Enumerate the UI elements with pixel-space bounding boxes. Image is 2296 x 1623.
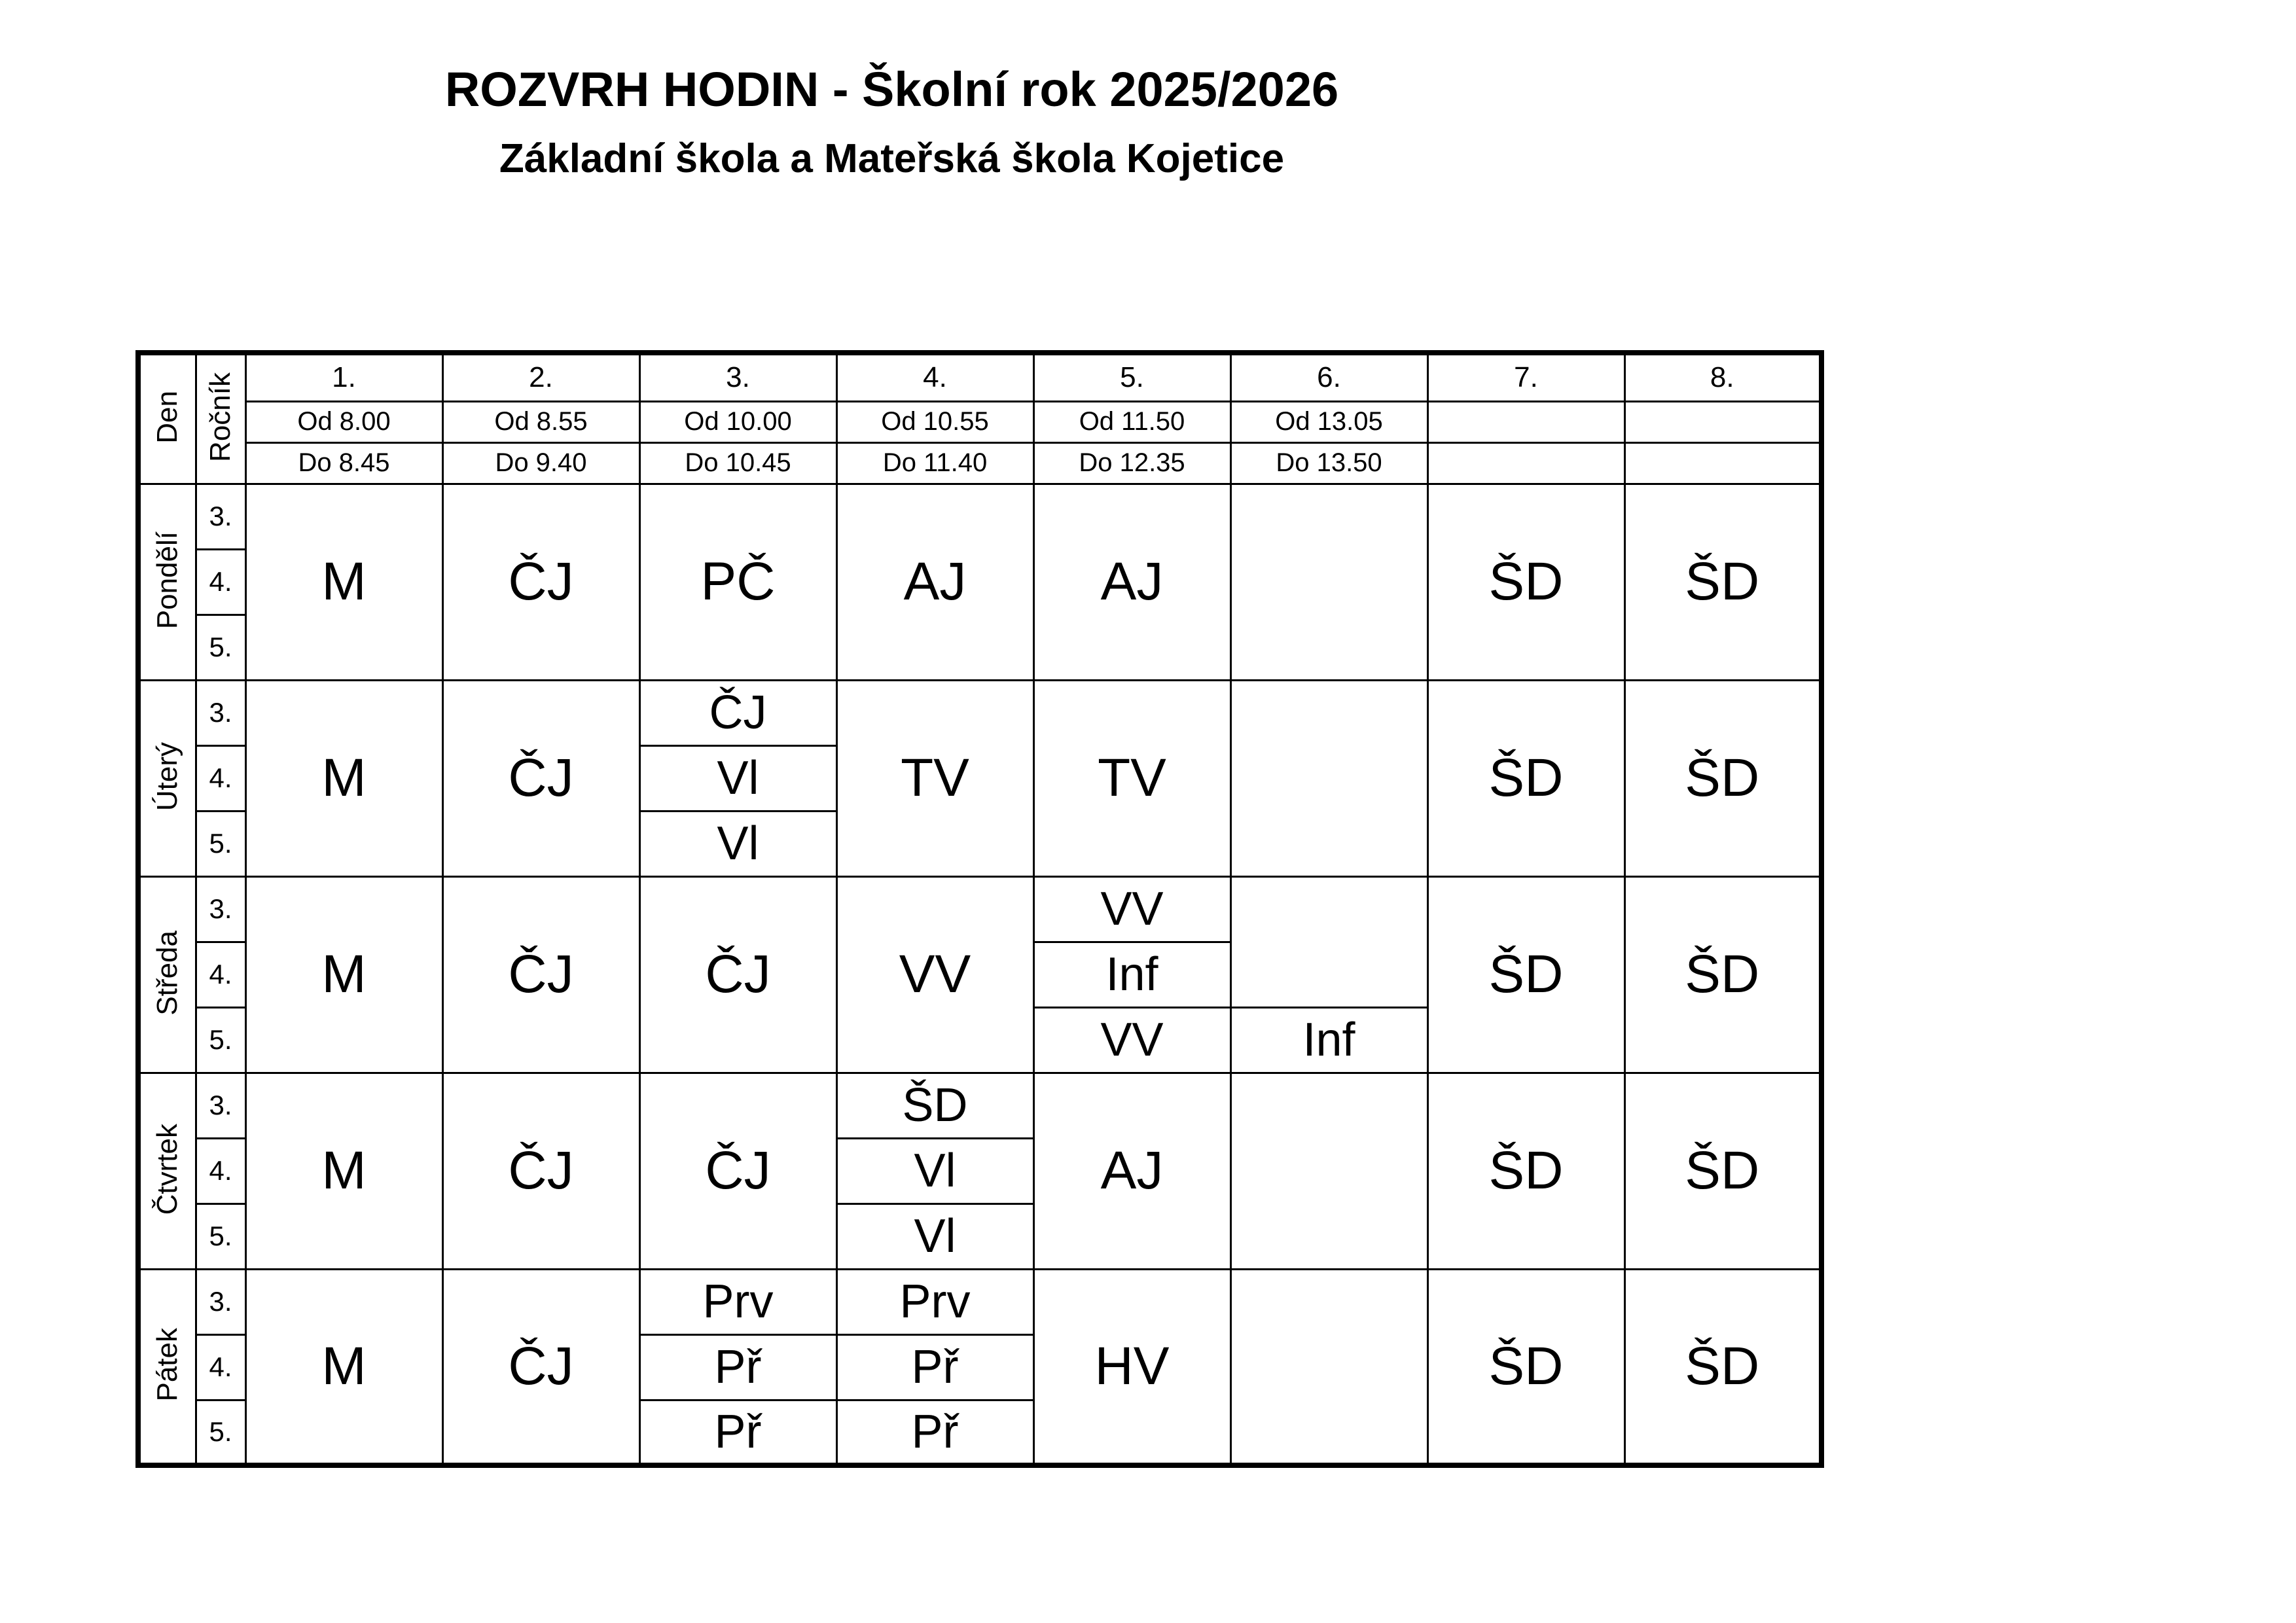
cell-wednesday-p8: ŠD <box>1624 876 1821 1073</box>
cell-friday-p3-r3: Prv <box>639 1269 836 1334</box>
cell-friday-p3-r4: Př <box>639 1334 836 1400</box>
cell-friday-p8: ŠD <box>1624 1269 1821 1465</box>
day-label-monday <box>138 484 196 680</box>
grade-tuesday-3: 3. <box>196 680 245 745</box>
rocnik-label: Ročník <box>204 372 236 463</box>
grade-friday-4: 4. <box>196 1334 245 1400</box>
cell-friday-p3-r5: Př <box>639 1400 836 1465</box>
header-period-3: 3. <box>639 353 836 401</box>
cell-tuesday-p6 <box>1230 680 1427 876</box>
cell-friday-p7: ŠD <box>1427 1269 1624 1465</box>
cell-tuesday-p3-r5: Vl <box>639 811 836 876</box>
cell-wednesday-p6-r5: Inf <box>1230 1007 1427 1073</box>
day-label-text: Pátek <box>151 1327 184 1402</box>
grade-monday-3: 3. <box>196 484 245 549</box>
header-do-7 <box>1427 442 1624 484</box>
cell-monday-p2: ČJ <box>442 484 639 680</box>
grade-tuesday-5: 5. <box>196 811 245 876</box>
cell-thursday-p4-r3: ŠD <box>836 1073 1033 1138</box>
header-od-4: Od 10.55 <box>836 401 1033 442</box>
cell-tuesday-p2: ČJ <box>442 680 639 876</box>
cell-wednesday-p1: M <box>245 876 442 1073</box>
header-do-3: Do 10.45 <box>639 442 836 484</box>
cell-wednesday-p3: ČJ <box>639 876 836 1073</box>
cell-wednesday-p7: ŠD <box>1427 876 1624 1073</box>
cell-tuesday-p1: M <box>245 680 442 876</box>
cell-monday-p4: AJ <box>836 484 1033 680</box>
cell-wednesday-p6-r34 <box>1230 876 1427 1007</box>
cell-wednesday-p5-r5: VV <box>1033 1007 1230 1073</box>
grade-thursday-3: 3. <box>196 1073 245 1138</box>
header-od-8 <box>1624 401 1821 442</box>
grade-friday-5: 5. <box>196 1400 245 1465</box>
header-od-6: Od 13.05 <box>1230 401 1427 442</box>
cell-thursday-p6 <box>1230 1073 1427 1269</box>
header-od-1: Od 8.00 <box>245 401 442 442</box>
cell-tuesday-p3-r4: Vl <box>639 745 836 811</box>
day-label-text: Pondělí <box>151 531 184 630</box>
cell-tuesday-p4: TV <box>836 680 1033 876</box>
cell-friday-p4-r5: Př <box>836 1400 1033 1465</box>
cell-wednesday-p5-r4: Inf <box>1033 942 1230 1007</box>
grade-monday-5: 5. <box>196 615 245 680</box>
day-label-tuesday <box>138 680 196 876</box>
cell-monday-p5: AJ <box>1033 484 1230 680</box>
header-period-6: 6. <box>1230 353 1427 401</box>
grade-monday-4: 4. <box>196 549 245 615</box>
cell-thursday-p8: ŠD <box>1624 1073 1821 1269</box>
cell-wednesday-p2: ČJ <box>442 876 639 1073</box>
cell-monday-p3: PČ <box>639 484 836 680</box>
grade-thursday-5: 5. <box>196 1204 245 1269</box>
header-od-3: Od 10.00 <box>639 401 836 442</box>
header-period-8: 8. <box>1624 353 1821 401</box>
cell-thursday-p4-r5: Vl <box>836 1204 1033 1269</box>
day-label-text: Čtvrtek <box>151 1123 184 1215</box>
header-do-1: Do 8.45 <box>245 442 442 484</box>
grade-wednesday-5: 5. <box>196 1007 245 1073</box>
header-period-1: 1. <box>245 353 442 401</box>
header-period-5: 5. <box>1033 353 1230 401</box>
day-label-thursday <box>138 1073 196 1269</box>
cell-monday-p7: ŠD <box>1427 484 1624 680</box>
header-den <box>138 353 196 484</box>
grade-thursday-4: 4. <box>196 1138 245 1204</box>
cell-monday-p8: ŠD <box>1624 484 1821 680</box>
grade-wednesday-3: 3. <box>196 876 245 942</box>
cell-friday-p4-r3: Prv <box>836 1269 1033 1334</box>
cell-thursday-p7: ŠD <box>1427 1073 1624 1269</box>
header-do-2: Do 9.40 <box>442 442 639 484</box>
cell-thursday-p2: ČJ <box>442 1073 639 1269</box>
header-do-6: Do 13.50 <box>1230 442 1427 484</box>
cell-wednesday-p4: VV <box>836 876 1033 1073</box>
cell-monday-p6 <box>1230 484 1427 680</box>
header-period-2: 2. <box>442 353 639 401</box>
cell-tuesday-p8: ŠD <box>1624 680 1821 876</box>
day-label-friday <box>138 1269 196 1465</box>
cell-friday-p4-r4: Př <box>836 1334 1033 1400</box>
header-od-7 <box>1427 401 1624 442</box>
page-subtitle: Základní škola a Mateřská škola Kojetice <box>499 136 1285 181</box>
day-label-text: Úterý <box>151 741 184 812</box>
header-od-2: Od 8.55 <box>442 401 639 442</box>
grade-friday-3: 3. <box>196 1269 245 1334</box>
cell-thursday-p1: M <box>245 1073 442 1269</box>
cell-thursday-p4-r4: Vl <box>836 1138 1033 1204</box>
cell-tuesday-p3-r3: ČJ <box>639 680 836 745</box>
cell-thursday-p5: AJ <box>1033 1073 1230 1269</box>
header-od-5: Od 11.50 <box>1033 401 1230 442</box>
header-period-4: 4. <box>836 353 1033 401</box>
page-title: ROZVRH HODIN - Školní rok 2025/2026 <box>444 62 1339 116</box>
header-rocnik <box>196 353 245 484</box>
day-label-text: Středa <box>151 930 184 1016</box>
den-label: Den <box>151 391 184 444</box>
cell-monday-p1: M <box>245 484 442 680</box>
cell-wednesday-p5-r3: VV <box>1033 876 1230 942</box>
grade-wednesday-4: 4. <box>196 942 245 1007</box>
grade-tuesday-4: 4. <box>196 745 245 811</box>
cell-friday-p5: HV <box>1033 1269 1230 1465</box>
cell-tuesday-p5: TV <box>1033 680 1230 876</box>
timetable <box>135 350 1824 1468</box>
header-do-4: Do 11.40 <box>836 442 1033 484</box>
cell-thursday-p3: ČJ <box>639 1073 836 1269</box>
header-do-8 <box>1624 442 1821 484</box>
cell-friday-p6 <box>1230 1269 1427 1465</box>
day-label-wednesday <box>138 876 196 1073</box>
cell-friday-p2: ČJ <box>442 1269 639 1465</box>
cell-friday-p1: M <box>245 1269 442 1465</box>
cell-tuesday-p7: ŠD <box>1427 680 1624 876</box>
header-period-7: 7. <box>1427 353 1624 401</box>
header-do-5: Do 12.35 <box>1033 442 1230 484</box>
